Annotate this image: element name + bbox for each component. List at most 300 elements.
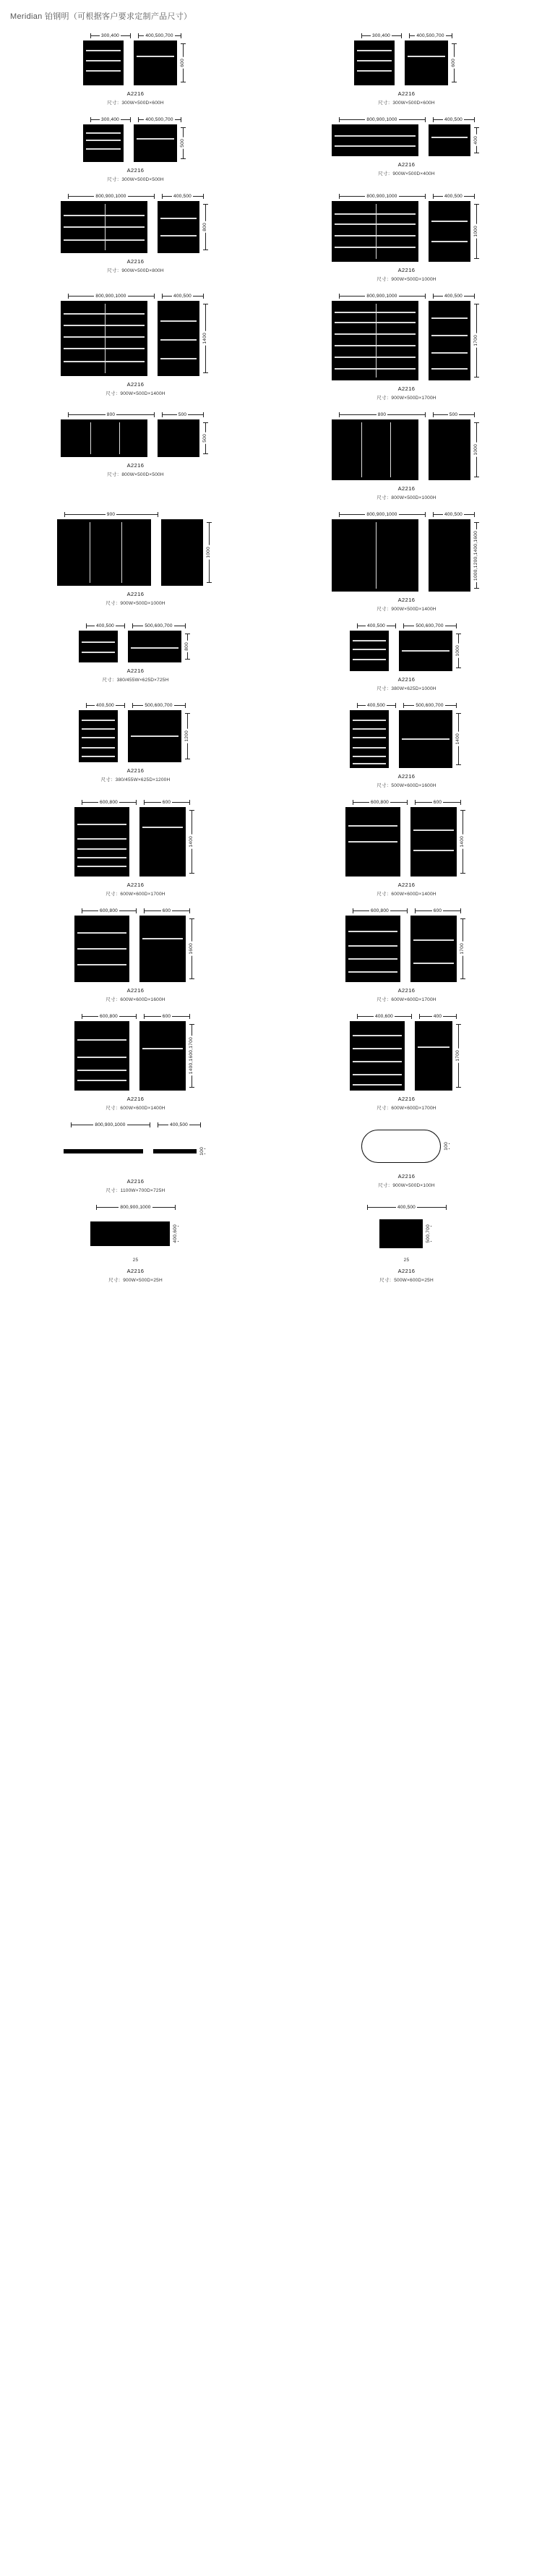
dim-line — [82, 910, 99, 911]
dim-line — [116, 414, 153, 415]
shelf-line — [353, 1061, 402, 1062]
dim-tick — [203, 453, 208, 454]
dimension-label — [144, 1014, 190, 1019]
dimension-label — [68, 412, 155, 417]
shelf-line — [353, 649, 386, 650]
dim-tick — [124, 623, 125, 628]
product-cell[interactable] — [271, 796, 542, 904]
vertical-divider — [376, 304, 377, 378]
shelf-line — [431, 335, 468, 336]
shelf-line — [353, 720, 386, 721]
dim-tick — [460, 800, 461, 805]
product-code: A2216 — [126, 167, 145, 174]
shelf-line — [357, 50, 392, 51]
dim-line — [443, 1016, 455, 1017]
product-cell[interactable] — [271, 1200, 542, 1290]
drawing-gap — [147, 419, 158, 457]
dim-line — [139, 35, 145, 36]
shelf-line — [77, 838, 126, 840]
dim-line — [387, 705, 395, 706]
product-code: A2216 — [397, 773, 416, 780]
dimension-label — [403, 623, 457, 628]
cabinet-front-view — [74, 807, 129, 877]
shelf-line — [335, 235, 416, 236]
dimension-row — [10, 703, 261, 708]
dimension-row — [281, 908, 532, 913]
shelf-line — [348, 841, 397, 843]
shelf-line — [160, 339, 197, 341]
shelf-line — [64, 313, 145, 315]
drawing-gap — [147, 201, 158, 253]
dim-tick — [460, 918, 465, 919]
product-grid — [0, 29, 542, 1118]
panel-top-view — [64, 1149, 143, 1153]
dim-tick — [425, 512, 426, 517]
cabinet-side-view — [429, 419, 470, 480]
drawing-gap — [124, 40, 134, 85]
dim-tick — [456, 764, 461, 765]
block-front-view — [90, 1221, 170, 1246]
dim-tick — [130, 117, 131, 122]
cabinet-front-view — [61, 419, 147, 457]
dim-tick — [207, 582, 212, 583]
dimension-label — [433, 294, 475, 299]
product-cell[interactable] — [271, 289, 542, 408]
shelf-line — [137, 56, 174, 57]
height-dimension — [457, 807, 468, 877]
shelf-line — [86, 70, 121, 72]
dim-tick — [203, 194, 204, 199]
shelf-line — [353, 747, 386, 749]
dimension-row — [281, 194, 532, 199]
dim-line — [163, 296, 173, 297]
dim-line — [128, 196, 154, 197]
dim-line — [69, 296, 95, 297]
drawing-row — [10, 201, 261, 253]
shelf-line — [402, 738, 449, 740]
dim-line — [172, 1016, 189, 1017]
dim-tick — [456, 713, 461, 714]
dim-line — [172, 910, 189, 911]
product-cell[interactable] — [0, 1010, 271, 1118]
drawing-gap — [118, 710, 128, 762]
product-spec: 尺寸：900W×500D×800H — [107, 268, 164, 273]
height-dimension — [470, 124, 482, 156]
product-cell[interactable] — [0, 113, 271, 189]
dim-text: 400,500 — [170, 1122, 188, 1127]
shelf-line — [131, 647, 178, 649]
product-spec: 尺寸：380W×625D×1000H — [377, 686, 436, 691]
dim-tick — [425, 117, 426, 122]
shelf-line — [64, 361, 145, 362]
product-spec: 尺寸：500W×600D×1600H — [377, 783, 436, 788]
dim-line — [464, 196, 474, 197]
shelf-line — [353, 737, 386, 738]
dim-line — [399, 514, 425, 515]
dim-line — [119, 802, 136, 803]
product-spec: 尺寸：600W×600D×1400H — [377, 892, 436, 897]
shelf-line — [335, 322, 416, 323]
dim-tick — [154, 412, 155, 417]
dim-line — [119, 910, 136, 911]
dim-line — [188, 414, 202, 415]
dim-tick — [185, 659, 190, 660]
shelf-line — [77, 824, 126, 825]
dimension-label — [353, 800, 408, 805]
product-code: A2216 — [397, 882, 416, 888]
dim-tick — [456, 1014, 457, 1019]
drawing-row — [10, 519, 261, 586]
product-code: A2216 — [126, 591, 145, 597]
shelf-line — [357, 60, 392, 61]
dim-text: 800,900,1000 — [366, 194, 397, 199]
dim-tick — [203, 294, 204, 299]
dim-text: 400,500 — [173, 294, 192, 299]
rounded-top-view — [361, 1130, 441, 1163]
dim-line — [464, 119, 474, 120]
product-cell[interactable] — [0, 699, 271, 796]
shelf-line — [335, 333, 416, 335]
dimension-label — [409, 33, 452, 38]
dimension-label — [353, 908, 408, 913]
shelf-line — [64, 336, 145, 338]
shelf-line — [431, 368, 468, 370]
height-dimension — [199, 301, 211, 376]
dim-text: 800 — [184, 642, 189, 651]
shelf-line — [335, 135, 416, 137]
drawing-gap — [400, 807, 410, 877]
dim-text: 1400 — [455, 733, 460, 745]
dim-tick — [407, 800, 408, 805]
dim-line — [399, 196, 425, 197]
thickness-label: 25 — [132, 1258, 139, 1263]
product-cell[interactable] — [0, 1118, 271, 1200]
dim-line — [459, 414, 473, 415]
cabinet-front-view — [74, 1021, 129, 1091]
product-cell[interactable] — [0, 289, 271, 408]
cabinet-side-view — [429, 124, 470, 156]
dim-text: 400,500 — [444, 117, 463, 122]
shelf-line — [77, 857, 126, 858]
product-spec: 尺寸：1100W×700D×725H — [106, 1188, 165, 1193]
product-cell[interactable] — [0, 904, 271, 1010]
dim-line — [163, 414, 177, 415]
dim-line — [443, 802, 460, 803]
dim-tick — [452, 43, 457, 44]
dim-line — [434, 514, 444, 515]
drawing-gap — [151, 519, 161, 586]
dimension-label — [403, 703, 457, 708]
product-cell[interactable] — [0, 1200, 271, 1290]
dim-text: 400,500,700 — [145, 33, 173, 38]
shelf-line — [348, 945, 397, 947]
thickness-label: 25 — [403, 1258, 410, 1263]
vertical-divider — [361, 422, 363, 477]
dim-tick — [189, 1087, 194, 1088]
dimension-label — [86, 703, 125, 708]
cabinet-front-view — [83, 124, 124, 162]
height-dimension — [441, 1140, 452, 1152]
dim-line — [387, 414, 424, 415]
dim-line — [358, 705, 366, 706]
dim-line — [97, 1207, 119, 1208]
dim-tick — [136, 800, 137, 805]
dim-text: 600 — [433, 800, 442, 805]
dimension-label — [367, 1205, 447, 1210]
drawing-gap — [124, 124, 134, 162]
dim-tick — [474, 127, 479, 128]
dim-line — [175, 119, 181, 120]
product-cell[interactable] — [0, 189, 271, 289]
shelf-line — [142, 827, 183, 828]
dimension-label — [82, 800, 137, 805]
product-cell[interactable] — [271, 408, 542, 508]
dim-text: 400,500 — [367, 703, 385, 708]
drawing-row — [281, 1125, 532, 1168]
dim-text: 100 — [199, 1147, 205, 1156]
shelf-line — [413, 850, 454, 851]
dimension-row — [281, 623, 532, 628]
shelf-line — [348, 825, 397, 827]
product-spec: 尺寸：380/455W×625D×725H — [102, 678, 169, 683]
product-cell[interactable] — [271, 699, 542, 796]
product-spec: 尺寸：600W×600D×1600H — [106, 997, 165, 1002]
shelf-line — [82, 641, 115, 643]
cabinet-front-view — [350, 631, 389, 671]
product-cell[interactable] — [0, 408, 271, 508]
shelf-line — [86, 132, 121, 134]
product-cell[interactable] — [271, 619, 542, 699]
shelf-line — [142, 938, 183, 939]
dimension-label — [162, 294, 204, 299]
product-code: A2216 — [126, 882, 145, 888]
dim-line — [417, 1207, 446, 1208]
dim-tick — [181, 127, 186, 128]
shelf-line — [402, 650, 449, 652]
dimension-label — [339, 117, 426, 122]
product-code: A2216 — [397, 597, 416, 603]
dim-line — [445, 705, 456, 706]
dim-line — [392, 35, 401, 36]
product-code: A2216 — [397, 161, 416, 168]
dim-text: 800,900,1000 — [366, 117, 397, 122]
dimension-row — [10, 800, 261, 805]
dimension-row — [10, 623, 261, 628]
drawing-row — [281, 124, 532, 156]
dim-text: 800,900,1000 — [95, 194, 126, 199]
product-cell[interactable] — [271, 508, 542, 619]
shelf-line — [335, 345, 416, 346]
drawing-gap — [418, 201, 429, 262]
dim-tick — [411, 1014, 412, 1019]
shelf-line — [418, 1046, 449, 1048]
drawing-gap — [129, 1021, 139, 1091]
dim-tick — [189, 908, 190, 913]
dim-text: 600 — [451, 59, 456, 67]
vertical-divider — [105, 304, 106, 373]
dim-line — [358, 1016, 374, 1017]
product-cell[interactable] — [271, 189, 542, 289]
dim-text: 800 — [106, 412, 116, 417]
product-code: A2216 — [397, 1268, 416, 1274]
cabinet-side-view — [415, 1021, 452, 1091]
dim-line — [443, 910, 460, 911]
shelf-line — [82, 747, 115, 749]
drawing-row — [10, 631, 261, 662]
dim-text: 900 — [106, 512, 116, 517]
dim-tick — [185, 623, 186, 628]
dim-text: 1000,1200,1400,1600 — [473, 530, 478, 581]
dim-line — [145, 910, 161, 911]
dim-text: 300,400 — [101, 33, 119, 38]
dim-text: 400,600 — [375, 1014, 393, 1019]
product-cell[interactable] — [271, 1118, 542, 1200]
shelf-line — [353, 1035, 402, 1036]
dim-line — [404, 705, 415, 706]
shelf-line — [353, 763, 386, 764]
product-spec: 尺寸：300W×500D×600H — [378, 101, 435, 106]
shelf-line — [335, 223, 416, 225]
dim-text: 400,500 — [444, 294, 463, 299]
dim-line — [416, 910, 432, 911]
dimension-label — [433, 194, 475, 199]
drawing-row — [10, 1130, 261, 1173]
product-spec: 尺寸：600W×600D×1400H — [106, 1106, 165, 1111]
cabinet-front-view — [350, 710, 389, 768]
cabinet-side-view — [139, 916, 186, 982]
page-title: Meridian 铂钢明（可根据客户要求定制产品尺寸） — [10, 12, 192, 21]
vertical-divider — [90, 422, 92, 454]
height-dimension — [470, 519, 482, 592]
dim-tick — [185, 703, 186, 708]
height-dimension — [170, 1223, 181, 1245]
dimension-label — [68, 294, 155, 299]
cabinet-front-view — [79, 710, 118, 762]
product-cell[interactable] — [0, 29, 271, 113]
dim-tick — [189, 800, 190, 805]
height-dimension — [197, 1146, 208, 1157]
shelf-line — [137, 138, 174, 140]
dim-tick — [124, 703, 125, 708]
dim-text: 600 — [180, 59, 185, 67]
dim-tick — [200, 1122, 201, 1127]
dim-line — [145, 1016, 161, 1017]
drawing-row — [10, 916, 261, 982]
product-spec: 尺寸：600W×600D×1700H — [377, 997, 436, 1002]
dim-text: 1400 — [460, 836, 465, 848]
dimension-row — [281, 1205, 532, 1210]
drawing-row — [281, 519, 532, 592]
dimension-label — [433, 512, 475, 517]
shelf-line — [86, 140, 121, 141]
product-spec: 尺寸：300W×500D×600H — [107, 101, 164, 106]
shelf-line — [413, 939, 454, 941]
cabinet-front-view — [332, 419, 418, 480]
dim-line — [353, 910, 370, 911]
product-code: A2216 — [397, 1173, 416, 1180]
dim-text: 1600 — [189, 943, 194, 955]
shelf-line — [335, 247, 416, 248]
dim-text: 400,500,700 — [145, 117, 173, 122]
drawing-gap — [129, 807, 139, 877]
product-cell[interactable] — [0, 619, 271, 699]
height-dimension — [181, 710, 193, 762]
product-cell[interactable] — [0, 796, 271, 904]
shelf-line — [64, 239, 145, 241]
cabinet-front-view — [57, 519, 151, 586]
shelf-line — [353, 640, 386, 641]
dim-text: 800,900,1000 — [95, 1122, 126, 1127]
dim-text: 1000 — [206, 547, 211, 558]
dimension-row — [10, 908, 261, 913]
dim-text: 500,600,700 — [416, 703, 444, 708]
dimension-row — [10, 194, 261, 199]
shelf-line — [64, 325, 145, 326]
cabinet-front-view — [350, 1021, 405, 1091]
dim-tick — [136, 1014, 137, 1019]
dim-text: 1400 — [202, 333, 207, 344]
dimension-label — [162, 412, 204, 417]
dim-text: 600 — [162, 1014, 171, 1019]
product-cell[interactable] — [271, 1010, 542, 1118]
height-dimension — [186, 916, 197, 982]
dim-tick — [175, 1205, 176, 1210]
dim-text: 1000 — [473, 444, 478, 456]
cabinet-side-view — [399, 710, 452, 768]
height-dimension — [199, 201, 211, 253]
shelf-line — [86, 148, 121, 150]
shelf-line — [77, 1080, 126, 1081]
dimension-label — [339, 512, 426, 517]
dimension-label — [158, 1122, 201, 1127]
drawing-gap — [118, 631, 128, 662]
product-code: A2216 — [126, 1268, 145, 1274]
product-code: A2216 — [126, 90, 145, 97]
dimension-label — [90, 117, 131, 122]
product-cell[interactable] — [271, 904, 542, 1010]
dim-line — [174, 705, 185, 706]
dim-line — [340, 414, 377, 415]
dimension-row — [10, 1205, 261, 1210]
dim-text: 600 — [162, 800, 171, 805]
dimension-row — [281, 33, 532, 38]
dim-text: 400,500 — [96, 623, 114, 628]
product-cell[interactable] — [271, 29, 542, 113]
dim-text: 500,600,700 — [145, 623, 173, 628]
drawing-gap — [389, 631, 399, 671]
dimension-row — [281, 294, 532, 299]
dimension-row — [281, 800, 532, 805]
drawing-gap — [400, 916, 410, 982]
product-cell[interactable] — [0, 508, 271, 619]
product-spec: 尺寸：900W×500D×1400H — [106, 391, 165, 396]
product-cell[interactable] — [271, 113, 542, 189]
shelf-line — [77, 932, 126, 934]
shelf-line — [131, 735, 178, 737]
dim-line — [91, 119, 100, 120]
dim-line — [172, 802, 189, 803]
dim-text: 500,700 — [426, 1224, 431, 1243]
height-dimension — [186, 807, 197, 877]
dimension-label — [361, 33, 402, 38]
dim-line — [163, 196, 173, 197]
dim-tick — [474, 204, 479, 205]
dim-line — [446, 35, 452, 36]
dim-line — [152, 1207, 175, 1208]
shelf-line — [408, 56, 445, 57]
dim-line — [362, 35, 371, 36]
vertical-divider — [390, 422, 392, 477]
